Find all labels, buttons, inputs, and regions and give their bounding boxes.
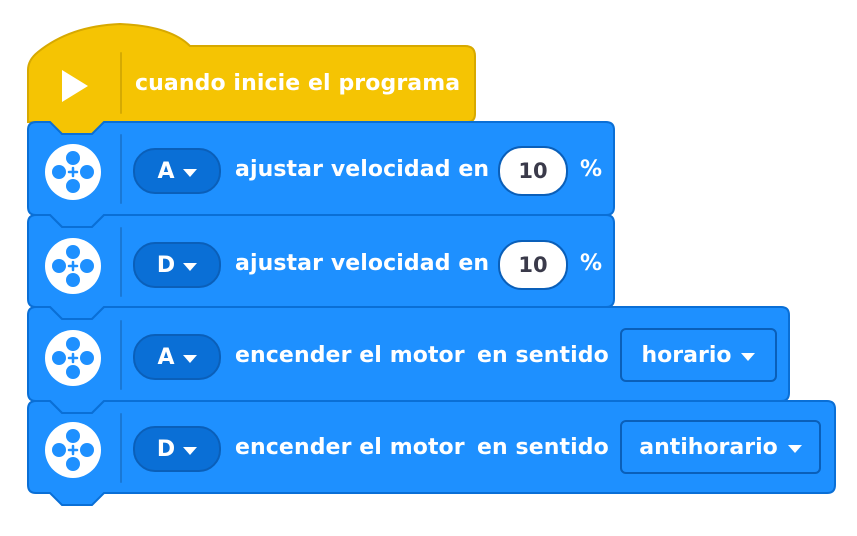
direction-label: antihorario bbox=[639, 434, 778, 460]
block-text-direction: en sentido bbox=[477, 435, 609, 460]
direction-label: horario bbox=[641, 342, 732, 368]
hat-block-label: cuando inicie el programa bbox=[135, 71, 461, 96]
direction-dropdown[interactable] bbox=[620, 420, 821, 474]
block-text: encender el motor bbox=[235, 435, 465, 460]
percent-label: % bbox=[580, 157, 603, 182]
port-label: A bbox=[157, 344, 175, 370]
block-text-direction: en sentido bbox=[477, 343, 609, 368]
port-label: D bbox=[156, 252, 176, 278]
caret-down-icon bbox=[788, 445, 802, 453]
port-dropdown[interactable] bbox=[133, 426, 221, 472]
caret-down-icon bbox=[183, 447, 197, 455]
port-label: D bbox=[156, 436, 176, 462]
port-label: A bbox=[157, 158, 175, 184]
percent-label: % bbox=[580, 251, 603, 276]
speed-input[interactable]: 10 bbox=[498, 240, 568, 290]
block-text: ajustar velocidad en bbox=[235, 157, 490, 182]
block-text: encender el motor bbox=[235, 343, 465, 368]
speed-input[interactable]: 10 bbox=[498, 146, 568, 196]
block-text: ajustar velocidad en bbox=[235, 251, 490, 276]
